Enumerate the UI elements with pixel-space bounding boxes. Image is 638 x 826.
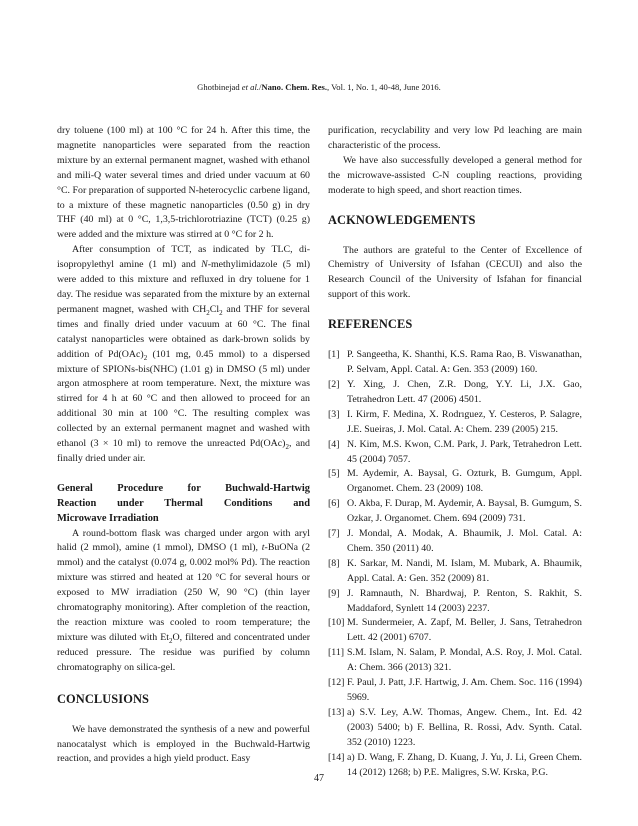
reference-item bbox=[328, 467, 582, 497]
section-heading-acknowledgements: ACKNOWLEDGEMENTS bbox=[328, 212, 476, 227]
reference-number: [12] bbox=[328, 677, 345, 689]
text-run: -BuONa (2 mmol) and the catalyst (0.074 g, 0.002 mol% Pd). The reaction mixture was stirred and heated at 120 °C for several hours or exposed to MW irradiation (250 W, 90 °C) (thin layer chromatography monitoring). After completion of the reaction, the reaction mixture was cooled to room temperature; the mixture was diluted with Et bbox=[57, 542, 310, 643]
section-heading-general-procedure bbox=[57, 482, 310, 527]
reference-number: [4] bbox=[328, 438, 340, 450]
section-heading-conclusions: CONCLUSIONS bbox=[57, 691, 149, 706]
reference-text: S.M. Islam, N. Salam, P. Mondal, A.S. Roy, J. Mol. Catal. A: Chem. 366 (2013) 321. bbox=[347, 647, 582, 674]
reference-text: F. Paul, J. Patt, J.F. Hartwig, J. Am. Chem. Soc. 116 (1994) 5969. bbox=[347, 677, 582, 703]
text-run: O, filtered and concentrated under reduced pressure. The residue was purified by column chromatography on silica-gel. bbox=[57, 631, 310, 673]
text-run: , and finally dried under air. bbox=[57, 438, 310, 464]
reference-text: K. Sarkar, M. Nandi, M. Islam, M. Mubark, A. Bhaumik, Appl. Catal. A: Gen. 352 (2009) 81. bbox=[347, 557, 582, 584]
subscript: 2 bbox=[206, 308, 210, 317]
reference-list bbox=[328, 348, 582, 780]
header-etal: et al. bbox=[241, 82, 259, 92]
header-sep: / bbox=[258, 82, 262, 92]
reference-number: [3] bbox=[328, 408, 340, 420]
reference-text: N. Kim, M.S. Kwon, C.M. Park, J. Park, Tetrahedron Lett. 45 (2004) 7057. bbox=[347, 438, 582, 465]
text-run: Cl bbox=[209, 303, 220, 315]
italic-run: t bbox=[261, 542, 265, 554]
subscript: 2 bbox=[285, 443, 289, 451]
paragraph-ligand-prep: dry toluene (100 ml) at 100 °C for 24 h. After this time, the magnetite nanoparticles were separated from the reaction mixture by an external permanent magnet, washed with ethanol and mili-Q water several times and dried under vacuum at 60 °C. For preparation of supported N-heterocyclic carbene ligand, to a mixture of these magnetic nanoparticles (0.50 g) in dry THF (40 ml) at 0 °C, 1,3,5-trichlorotriazine (TCT) (0.25 g) were added and the mixture was stirred at 0 °C for 2 h. bbox=[57, 125, 310, 241]
reference-item bbox=[328, 706, 582, 751]
paragraph-procedure bbox=[57, 527, 310, 676]
reference-text: I. Kirm, F. Medina, X. Rodrıguez, Y. Cesteros, P. Salagre, J.E. Sueiras, J. Mol. Catal. A: Chem. 239 (2005) 215. bbox=[347, 408, 582, 435]
heading-line: Reaction under Thermal Conditions and bbox=[57, 497, 310, 509]
reference-item bbox=[328, 676, 582, 706]
header-citation: , Vol. 1, No. 1, 40-48, June 2016. bbox=[327, 82, 441, 92]
text-run: A round-bottom flask was charged under argon with aryl halid (2 mmol), amine (1 mmol), DMSO (1 ml), bbox=[57, 527, 310, 554]
header-journal: Nano. Chem. Res. bbox=[261, 82, 328, 92]
reference-number: [6] bbox=[328, 498, 340, 510]
heading-line: Microwave Irradiation bbox=[57, 512, 159, 524]
reference-item bbox=[328, 616, 582, 646]
reference-number: [2] bbox=[328, 378, 340, 390]
page-number: 47 bbox=[314, 773, 324, 784]
reference-number: [8] bbox=[328, 557, 340, 569]
paragraph-purification: purification, recyclability and very low Pd leaching are main characteristic of the process. bbox=[328, 125, 582, 151]
reference-text: M. Sundermeier, A. Zapf, M. Beller, J. Sans, Tetrahedron Lett. 42 (2001) 6707. bbox=[347, 617, 582, 644]
header-authors: Ghotbinejad bbox=[197, 82, 240, 92]
text-run: (101 mg, 0.45 mmol) to a dispersed mixture of SPIONs-bis(NHC) (1.01 g) in DMSO (5 ml) under argon atmosphere at room temperature. Next, the mixture was stirred for 4 h at 60 °C and then allowed to proceed for an additional 30 min at 100 °C. The resulting complex was collected by an external permanent magnet and washed with ethanol (3 × 10 ml) to remove the unreacted Pd(OAc) bbox=[57, 348, 310, 450]
right-column bbox=[328, 124, 582, 780]
subscript: 2 bbox=[169, 636, 173, 645]
reference-item bbox=[328, 587, 582, 617]
reference-item bbox=[328, 378, 582, 408]
reference-number: [7] bbox=[328, 528, 340, 540]
reference-item bbox=[328, 557, 582, 587]
reference-number: [1] bbox=[328, 349, 340, 361]
reference-number: [13] bbox=[328, 706, 345, 718]
reference-number: [14] bbox=[328, 751, 345, 763]
paragraph-catalyst-prep bbox=[57, 243, 310, 467]
subscript: 2 bbox=[219, 308, 223, 317]
reference-text: a) S.V. Ley, A.W. Thomas, Angew. Chem., Int. Ed. 42 (2003) 5400; b) F. Bellina, R. Rossi, Adv. Synth. Catal. 352 (2010) 1223. bbox=[347, 706, 582, 748]
reference-item bbox=[328, 646, 582, 676]
reference-number: [5] bbox=[328, 468, 340, 480]
reference-text: Y. Xing, J. Chen, Z.R. Dong, Y.Y. Li, J.X. Gao, Tetrahedron Lett. 47 (2006) 4501. bbox=[347, 378, 582, 405]
reference-text: O. Akba, F. Durap, M. Aydemir, A. Baysal, B. Gumgum, S. Ozkar, J. Organomet. Chem. 694 (2009) 731. bbox=[347, 498, 582, 525]
reference-text: J. Mondal, A. Modak, A. Bhaumik, J. Mol. Catal. A: Chem. 350 (2011) 40. bbox=[347, 528, 582, 554]
paragraph-microwave: We have also successfully developed a general method for the microwave-assisted C-N coupling reactions, providing moderate to high speed, and short reaction times. bbox=[328, 154, 582, 196]
italic-run: N bbox=[201, 259, 208, 271]
section-heading-references: REFERENCES bbox=[328, 317, 413, 332]
reference-item bbox=[328, 527, 582, 557]
text-run: After consumption of TCT, as indicated by TLC, di-isopropylethyl amine (1 ml) and bbox=[57, 244, 310, 271]
reference-text: a) D. Wang, F. Zhang, D. Kuang, J. Yu, J. Li, Green Chem. 14 (2012) 1268; b) P.E. Maligres, S.W. Krska, P.G. bbox=[347, 751, 582, 778]
reference-number: [10] bbox=[328, 617, 345, 629]
heading-line: General Procedure for Buchwald-Hartwig bbox=[57, 482, 310, 494]
subscript: 2 bbox=[143, 353, 148, 362]
reference-number: [11] bbox=[328, 647, 345, 659]
paragraph-acknowledgements: The authors are grateful to the Center of Excellence of Chemistry of University of Isfahan (CECUI) and also the Research Council of the University of Isfahan for financial support of this work. bbox=[328, 244, 582, 301]
running-header bbox=[0, 82, 638, 93]
reference-item bbox=[328, 497, 582, 527]
left-column bbox=[57, 124, 310, 767]
reference-text: J. Ramnauth, N. Bhardwaj, P. Renton, S. Rakhit, S. Maddaford, Synlett 14 (2003) 2237. bbox=[347, 587, 582, 614]
reference-item bbox=[328, 408, 582, 438]
text-run: -methylimidazole (5 ml) were added to this mixture and refluxed in dry toluene for 1 day. The residue was separated from the mixture by an external permanent magnet, washed with CH bbox=[57, 259, 310, 315]
paragraph-conclusions: We have demonstrated the synthesis of a new and powerful nanocatalyst which is employed in the Buchwald-Hartwig reaction, and provides a high yield product. Easy bbox=[57, 723, 310, 765]
reference-text: P. Sangeetha, K. Shanthi, K.S. Rama Rao, B. Viswanathan, P. Selvam, Appl. Catal. A: Gen. 353 (2009) 160. bbox=[347, 349, 582, 376]
text-run: and THF for several times and finally dried under vacuum at 60 °C. The final catalyst nanoparticles were obtained as dark-brown solids by addition of Pd(OAc) bbox=[57, 303, 310, 360]
reference-item bbox=[328, 438, 582, 468]
reference-number: [9] bbox=[328, 587, 340, 599]
reference-item bbox=[328, 348, 582, 378]
reference-text: M. Aydemir, A. Baysal, G. Ozturk, B. Gumgum, Appl. Organomet. Chem. 23 (2009) 108. bbox=[347, 468, 582, 495]
